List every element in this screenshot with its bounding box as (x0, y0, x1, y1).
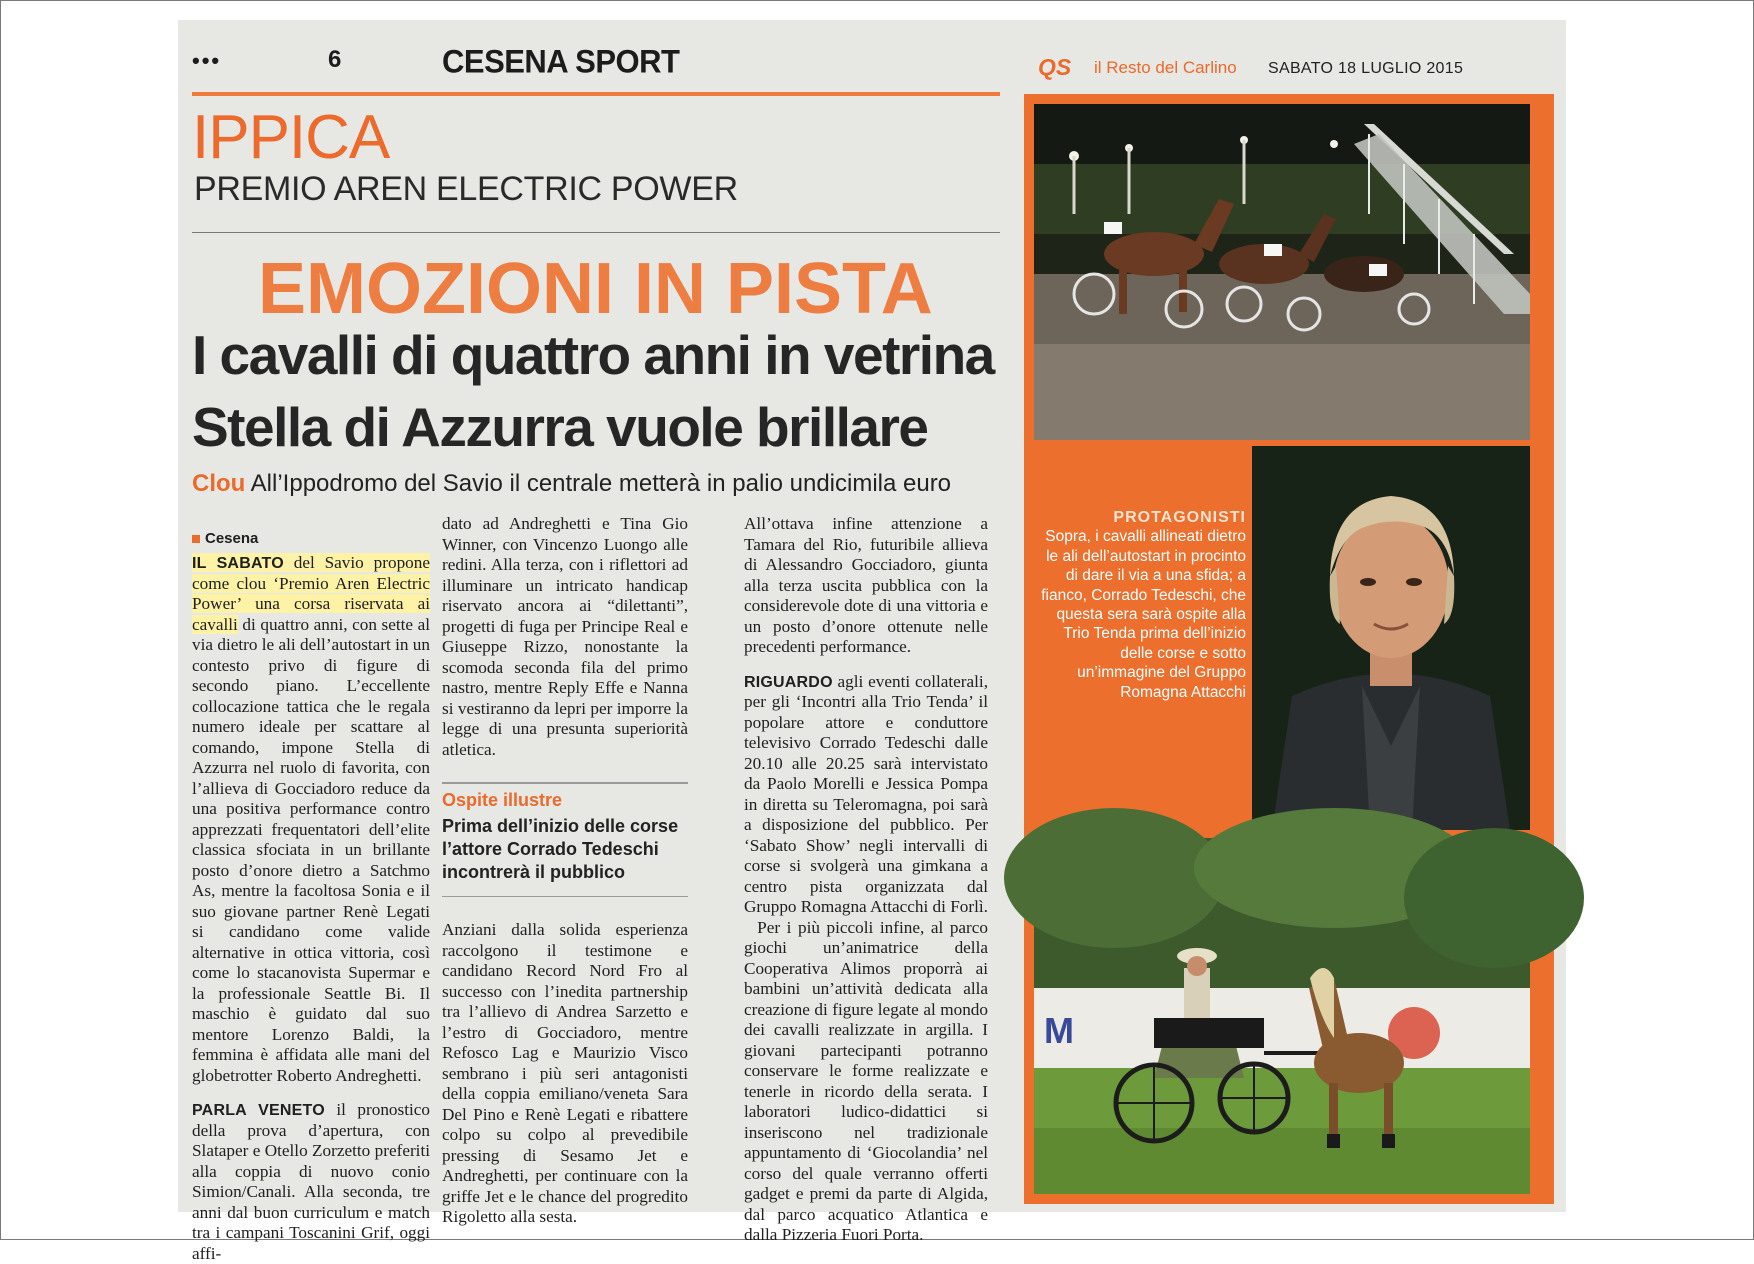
paragraph (744, 672, 988, 918)
paragraph (192, 1100, 430, 1264)
issue-date: SABATO 18 LUGLIO 2015 (1268, 60, 1464, 77)
sidebar-box-ospite-illustre (442, 782, 688, 897)
deck (192, 470, 951, 498)
box-rule (442, 896, 688, 897)
article-column-3 (744, 514, 988, 1246)
paragraph (744, 918, 988, 1246)
paragraph-text: il pronostico della prova d’apertura, con Slataper e Otello Zorzetto preferiti alla coppia di nuovo conio Simion/Canali. Alla seconda, tre anni dal buon curriculum e match tra i campani Toscanini Grif, oggi affi- (192, 1100, 430, 1263)
lead-text: del Savio propone come clou ‘Premio Aren Electric Power’ una corsa riservata ai cavalli (192, 553, 430, 634)
caption-title: PROTAGONISTI (1113, 509, 1246, 526)
paragraph-text: agli eventi collaterali, per gli ‘Incontri alla Trio Tenda’ il popolare attore e conduttore televisivo Corrado Tedeschi dalle 20.10 alle 20.25 sarà intervistato da Paolo Morelli e Jessica Pompa in diretta su Teleromagna, poi sarà a disposizione del pubblico. Per ‘Sabato Show’ negli intervalli di corse si svolgerà una gimkana a centro pista organizzata dal Gruppo Romagna Attacchi di Forlì. (744, 671, 988, 916)
photo-sidebar (1024, 94, 1554, 1204)
subkicker: PREMIO AREN ELECTRIC POWER (194, 170, 738, 208)
headline-line-1: I cavalli di quattro anni in vetrina (192, 324, 994, 386)
article-column-2 (442, 514, 688, 760)
lead-in: RIGUARDO (744, 673, 833, 691)
paragraph (192, 553, 430, 1086)
kicker: IPPICA (192, 103, 390, 172)
deck-text: All’Ippodromo del Savio il centrale metterà in palio undicimila euro (250, 470, 952, 497)
paragraph: All’ottava infine attenzione a Tamara del Rio, futuribile allieva di Alessandro Gocciadoro, giunta alla terza uscita pubblica con la considerevole dote di una vittoria e un posto d’onore ottenute nelle precedenti performance. (744, 514, 988, 656)
headline-line-2: Stella di Azzurra vuole brillare (192, 396, 928, 458)
qs-logo: QS (1038, 54, 1072, 80)
box-title: Prima dell’inizio delle corse l’attore Corrado Tedeschi incontrerà il pubblico (442, 816, 679, 882)
dateline (192, 530, 430, 547)
article-column-1 (192, 530, 430, 1264)
photo-caption (1036, 508, 1246, 702)
photo-corrado-tedeschi (1252, 446, 1530, 830)
divider (192, 232, 1000, 233)
lead-in: IL SABATO (192, 555, 284, 572)
section-title: CESENA SPORT (442, 43, 680, 80)
masthead (1038, 54, 1558, 84)
article-title: EMOZIONI IN PISTA (258, 249, 933, 329)
paragraph: dato ad Andreghetti e Tina Gio Winner, con Vincenzo Luongo alle redini. Alla terza, con i riflettori ad illuminare un intricato handicap riservato ancora ai “dilettanti”, progetti di fuga per Principe Real e Giuseppe Rizzo, nonostante la scomoda seconda fila del primo nastro, mentre Reply Effe e Nanna si vestiranno da lepri per imporre la legge di una presunta superiorità atletica. (442, 514, 688, 759)
article-column-2-continued (442, 920, 688, 1228)
caption-text: Sopra, i cavalli allineati dietro le ali dell’autostart in procinto di dare il via a una sfida; a fianco, Corrado Tedeschi, che questa sera sarà ospite alla Trio Tenda prima dell’inizio delle corse e sotto un’immagine del Gruppo Romagna Attacchi (1041, 528, 1246, 701)
box-kicker: Ospite illustre (442, 790, 563, 810)
page-number: 6 (328, 46, 342, 73)
header-rule (192, 92, 1000, 96)
page-header (192, 44, 1000, 84)
photo-harness-race (1034, 104, 1530, 440)
dateline-text: Cesena (205, 530, 259, 547)
header-dots: ••• (192, 48, 222, 73)
deck-label: Clou (192, 470, 246, 497)
lead-in: PARLA VENETO (192, 1102, 325, 1119)
newspaper-clipping (178, 20, 1566, 1263)
paragraph: Anziani dalla solida esperienza raccolgono il testimone e candidano Record Nord Fro al successo con l’inedita partnership tra l’allievo di Andrea Sarzetto e l’estro di Gocciadoro, mentre Refosco Lag e Maurizio Visco sembrano i più seri antagonisti della coppia emiliano/veneta Sara Del Pino e Renè Legati e ribattere colpo su colpo al prevedibile pressing di Sesamo Jet e Andreghetti, per continuare con la griffe Jet e le chance del progredito Rigoletto alla sesta. (442, 920, 688, 1226)
dateline-square-icon (192, 535, 200, 543)
paragraph-text: di quattro anni, con sette al via dietro le ali dell’autostart in un contesto privo di figure di secondo piano. L’eccellente collocazione tattica che le regala numero ideale per scattare al comando, impone Stella di Azzurra nel ruolo di favorita, con l’allieva di Gocciadoro reduce da una positiva performance contro apprezzati frequentatori dell’elite classica sfociata in un brillante posto d’onore dietro a Satchmo As, mentre la facoltosa Sonia e il suo giovane partner Renè Legati si candidano come valide alternative in ottica vittoria, così come lo stacanovista Supermar e la professionale Seattle Bi. Il maschio è guidato dal suo mentore Lorenzo Baldi, la femmina è affidata alle mani del globetrotter Roberto Andreghetti. (192, 614, 430, 1085)
box-rule (442, 782, 688, 784)
publication-name: il Resto del Carlino (1094, 58, 1237, 77)
paragraph-text: Per i più piccoli infine, al parco giochi un’animatrice della Cooperativa Alimos proporrà ai bambini un’attività dedicata alla creazione di figure legate al mondo dei cavalli realizzate in argilla. I giovani partecipanti potranno conservare le forme realizzate e tenerle in ricordo della serata. I laboratori ludico-didattici si inseriscono nel tradizionale appuntamento di ‘Giocolandia’ nel corso del quale verranno offerti gadget e premi da parte di Algida, dal parco acquatico Atlantica e dalla Pizzeria Fuori Porta. (744, 917, 988, 1244)
photo-pony-carriage (1034, 838, 1530, 1194)
svg-text:M: M (1044, 1010, 1074, 1051)
